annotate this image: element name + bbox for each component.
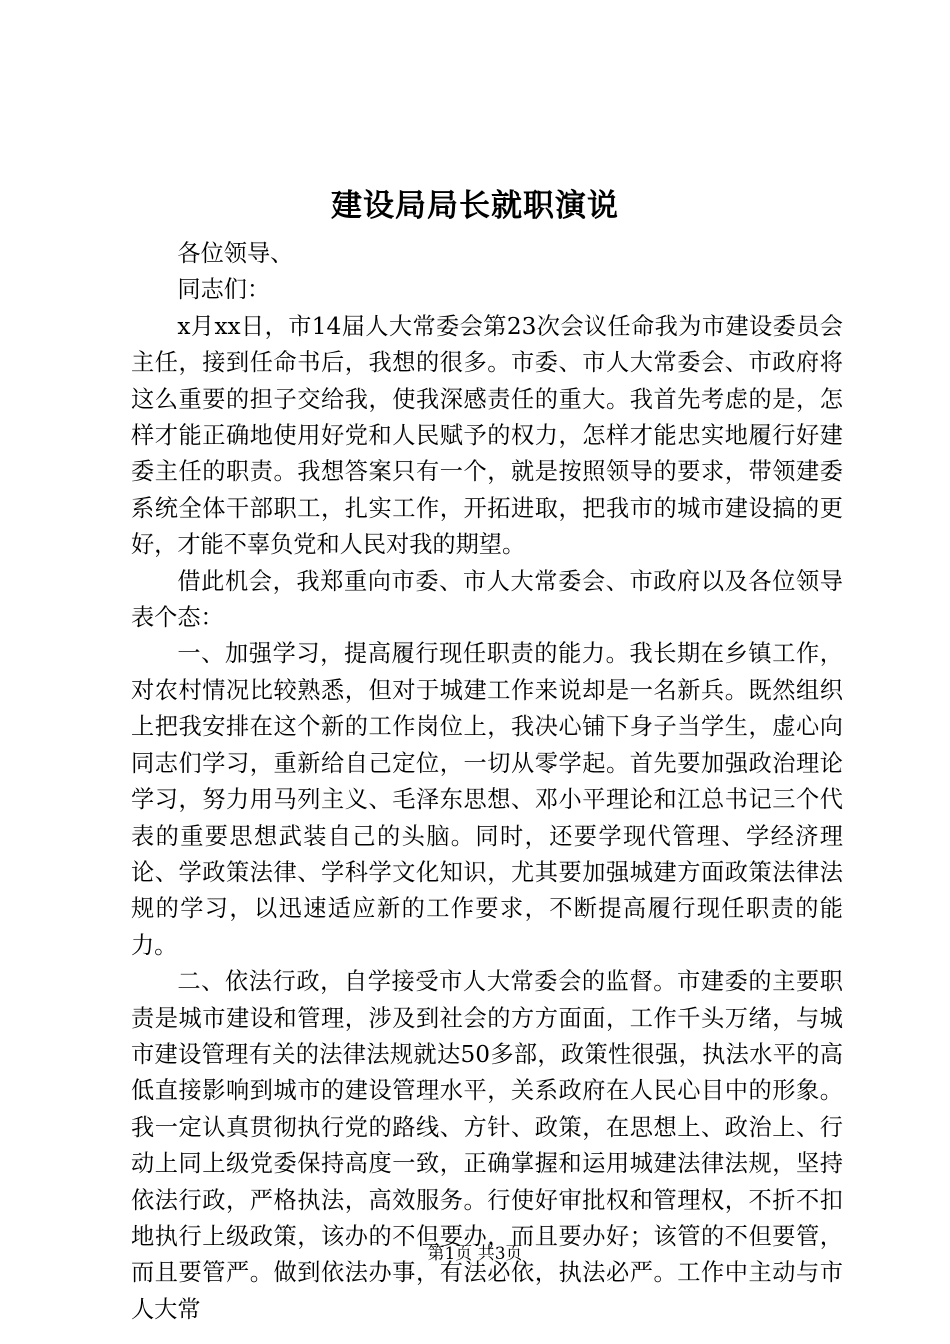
salutation-comrades: 同志们： xyxy=(177,276,271,304)
paragraph-statement-intro: 借此机会，我郑重向市委、市人大常委会、市政府以及各位领导表个态： xyxy=(131,567,843,632)
page-number-footer: 第1页 共3页 xyxy=(427,1244,523,1264)
paragraph-point-one: 一、加强学习，提高履行现任职责的能力。我长期在乡镇工作，对农村情况比较熟悉，但对于城建工作来说却是一名新兵。既然组织上把我安排在这个新的工作岗位上，我决心铺下身子当学生，虚心向同志们学习，重新给自己定位，一切从零学起。首先要加强政治理论学习，努力用马列主义、毛泽东思想、邓小平理论和江总书记三个代表的重要思想武装自己的头脑。同时，还要学现代管理、学经济理论、学政策法律、学科学文化知识，尤其要加强城建方面政策法律法规的学习，以迅速适应新的工作要求，不断提高履行现任职责的能力。 xyxy=(131,640,843,959)
salutation-leaders: 各位领导、 xyxy=(177,240,294,267)
document-title: 建设局局长就职演说 xyxy=(331,188,619,224)
document-body xyxy=(131,236,843,1328)
paragraph-appointment: x月xx日，市14届人大常委会第23次会议任命我为市建设委员会主任，接到任命书后，我想的很多。市委、市人大常委会、市政府将这么重要的担子交给我，使我深感责任的重大。我首先考虑的是，怎样才能正确地使用好党和人民赋予的权力，怎样才能忠实地履行好建委主任的职责。我想答案只有一个，就是按照领导的要求，带领建委系统全体干部职工，扎实工作，开拓进取，把我市的城市建设搞的更好，才能不辜负党和人民对我的期望。 xyxy=(131,312,843,559)
paragraph-point-two: 二、依法行政，自学接受市人大常委会的监督。市建委的主要职责是城市建设和管理，涉及到社会的方方面面，工作千头万绪，与城市建设管理有关的法律法规就达50多部，政策性很强，执法水平的高低直接影响到城市的建设管理水平，关系政府在人民心目中的形象。我一定认真贯彻执行党的路线、方针、政策，在思想上、政治上、行动上同上级党委保持高度一致，正确掌握和运用城建法律法规，坚持依法行政，严格执法，高效服务。行使好审批权和管理权，不折不扣地执行上级政策，该办的不但要办，而且要办好；该管的不但要管，而且要管严。做到依法办事，有法必依，执法必严。工作中主动与市人大常 xyxy=(131,968,843,1323)
